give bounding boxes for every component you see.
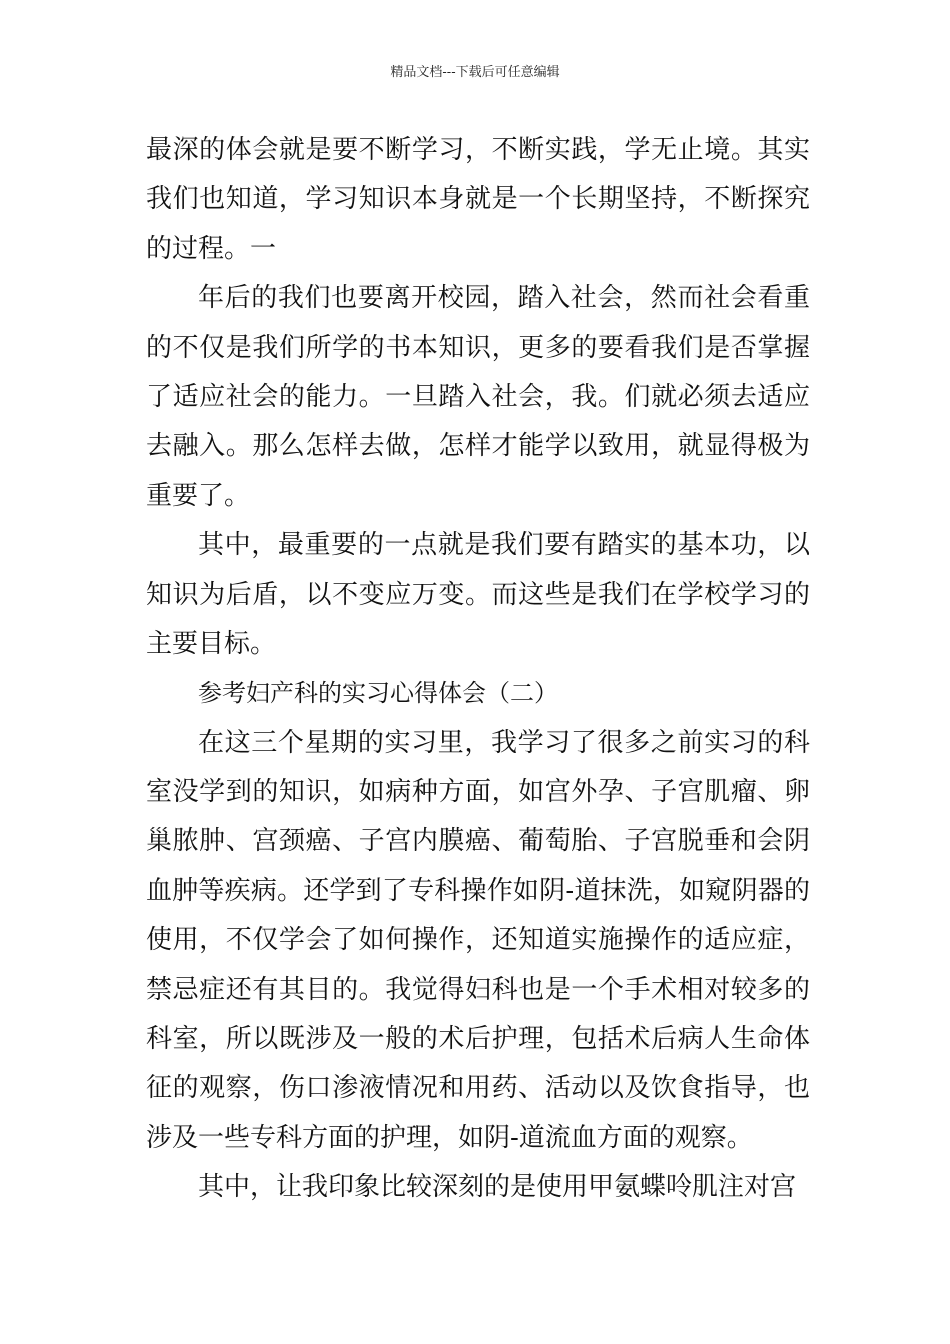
text-line: 血肿等疾病。还学到了专科操作如阴-道抹洗，如窥阴器的	[146, 875, 810, 906]
paragraph	[146, 521, 810, 669]
document-body	[146, 126, 810, 1213]
paragraph	[146, 126, 810, 274]
paragraph	[146, 719, 810, 1164]
text-line: 最深的体会就是要不断学习，不断实践，学无止境。其实	[146, 135, 810, 165]
text-line: 涉及一些专科方面的护理，如阴-道流血方面的观察。	[146, 1122, 753, 1153]
text-line: 巢脓肿、宫颈癌、子宫内膜癌、葡萄胎、子宫脱垂和会阴	[146, 826, 810, 857]
section-heading-text: 参考妇产科的实习心得体会（二）	[198, 679, 558, 708]
text-line: 去融入。那么怎样去做，怎样才能学以致用，就显得极为	[146, 431, 810, 462]
text-line: 我们也知道，学习知识本身就是一个长期坚持，不断探究	[146, 184, 810, 215]
text-line: 重要了。	[146, 480, 251, 511]
text-line: 室没学到的知识，如病种方面，如宫外孕、子宫肌瘤、卵	[146, 777, 810, 808]
text-line: 禁忌症还有其目的。我觉得妇科也是一个手术相对较多的	[146, 974, 810, 1005]
text-line: 征的观察，伤口渗液情况和用药、活动以及饮食指导，也	[146, 1073, 810, 1104]
text-line: 在这三个星期的实习里，我学习了很多之前实习的科	[198, 727, 810, 758]
page-header: 精品文档---下载后可任意编辑	[390, 65, 560, 80]
text-line: 了适应社会的能力。一旦踏入社会，我。们就必须去适应	[146, 381, 810, 412]
paragraph	[146, 274, 810, 521]
text-line: 主要目标。	[146, 628, 277, 659]
text-line: 其中，最重要的一点就是我们要有踏实的基本功，以	[198, 530, 810, 561]
section-heading	[146, 669, 810, 718]
text-line: 的不仅是我们所学的书本知识，更多的要看我们是否掌握	[146, 332, 810, 363]
text-line: 其中，让我印象比较深刻的是使用甲氨蝶呤肌注对宫	[198, 1172, 797, 1203]
text-line: 年后的我们也要离开校园，踏入社会，然而社会看重	[198, 283, 810, 314]
text-line: 知识为后盾，以不变应万变。而这些是我们在学校学习的	[146, 579, 810, 610]
text-line: 的过程。一	[146, 233, 277, 264]
text-line: 科室，所以既涉及一般的术后护理，包括术后病人生命体	[146, 1024, 810, 1055]
paragraph	[146, 1163, 810, 1212]
text-line: 使用，不仅学会了如何操作，还知道实施操作的适应症，	[146, 925, 810, 956]
